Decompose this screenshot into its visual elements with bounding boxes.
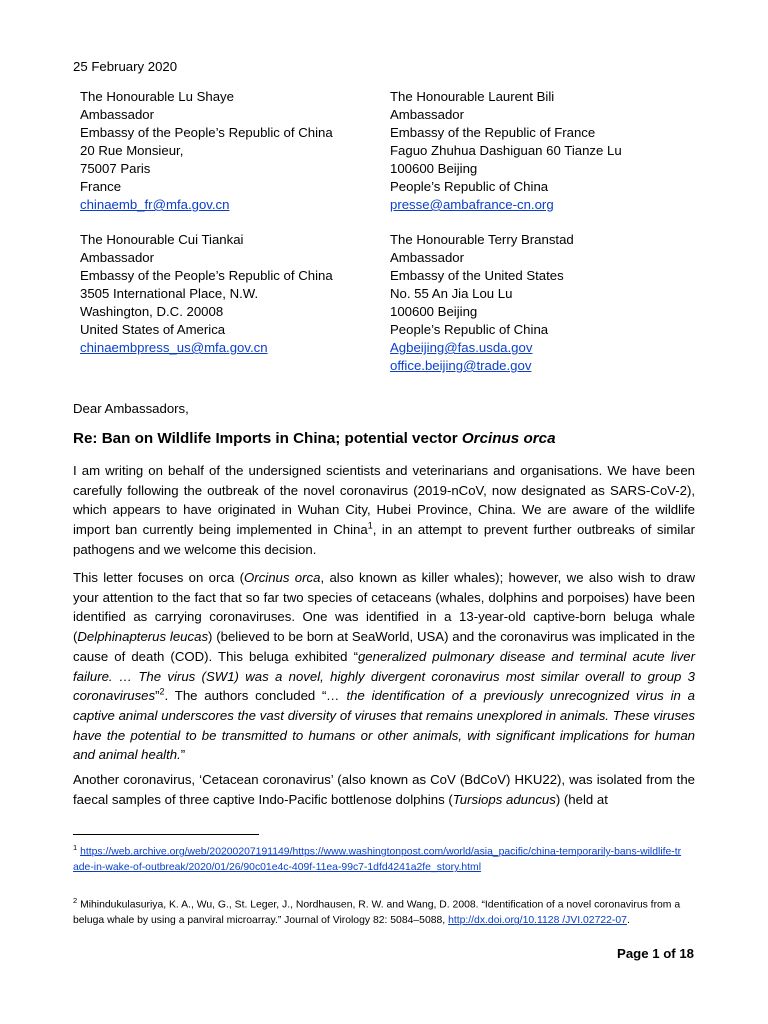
recipient-org: Embassy of the Republic of France	[390, 125, 596, 140]
recipient-address-line: Faguo Zhuhua Dashiguan 60 Tianze Lu	[390, 143, 622, 158]
paragraph-orca-focus: This letter focuses on orca (Orcinus orca, also known as killer whales); however, we also wish to draw your attention to the fact that so far two species of cetaceans (whales, dolphins and porpoises) have been identified as carrying coronaviruses. One was identified in a 13-year-old captive-born beluga whale (Delphinapterus leucas) (believed to be born at SeaWorld, USA) and the coronavirus was implicated in the cause of death (COD). This beluga exhibited “generalized pulmonary disease and terminal acute liver failure. … The virus (SW1) was a novel, highly divergent coronavirus most similar overall to group 3 coronaviruses”$^2$. The authors concluded “… the identification of a previously unrecognized virus in a captive animal underscores the vast diversity of viruses that remains unexplored in animals. These viruses have the potential to be transmitted to humans or other animals, with significant implications for human and animal health.”	[73, 570, 696, 763]
recipient-address-line: 100600 Beijing	[390, 304, 478, 319]
footnote-ref: 1	[367, 520, 373, 531]
recipient-address-line: Washington, D.C. 20008	[80, 304, 224, 319]
recipient-address-line: 3505 International Place, N.W.	[80, 286, 259, 301]
footnote-2-link[interactable]: http://dx.doi.org/10.1128 /JVI.02722-07	[448, 915, 627, 927]
recipient-address-line: People’s Republic of China	[390, 179, 549, 194]
recipient-address-line: 20 Rue Monsieur,	[80, 143, 184, 158]
recipient-address-line: People’s Republic of China	[390, 322, 549, 337]
footnote-1-link[interactable]: https://web.archive.org/web/20200207191149/https://www.washingtonpost.com/world/asia_pacific/china-temporarily-bans-wildlife-trade-in-wake-of-outbreak/2020/01/26/90c01e4c-409f-11ea-99c7-1dfd4241a2fe_story.html	[73, 846, 682, 874]
salutation: Dear Ambassadors,	[73, 401, 189, 416]
recipient-address-line: No. 55 An Jia Lou Lu	[390, 286, 513, 301]
subject-species: Orcinus orca	[461, 430, 556, 447]
recipient-org: Embassy of the People’s Republic of China	[80, 268, 333, 283]
recipient-address-line: 100600 Beijing	[390, 161, 478, 176]
subject-text: Re: Ban on Wildlife Imports in China; potential vector	[73, 430, 462, 447]
recipient-org: Embassy of the United States	[390, 268, 564, 283]
recipient-name: The Honourable Lu Shaye	[80, 89, 234, 104]
recipient-address-line: France	[80, 179, 122, 194]
recipient-title: Ambassador	[390, 107, 465, 122]
recipient-email-link[interactable]: office.beijing@trade.gov	[390, 358, 532, 373]
recipient-email-link[interactable]: presse@ambafrance-cn.org	[390, 197, 554, 212]
footnote-divider	[73, 834, 259, 835]
recipient-block-laurent-bili	[390, 88, 622, 214]
recipient-block-lu-shaye	[80, 88, 333, 214]
recipient-address-line: United States of America	[80, 322, 226, 337]
recipient-org: Embassy of the People’s Republic of China	[80, 125, 333, 140]
letter-date: 25 February 2020	[73, 59, 178, 74]
footnote-1: $^1$ https://web.archive.org/web/20200207191149/https://www.washingtonpost.com/world/asia_pacific/china-temporarily-bans-wildlife-trade-in-wake-of-outbreak/2020/01/26/90c01e4c-409f-11ea-99c7-1dfd4241a2fe_story.html	[73, 843, 682, 874]
recipient-title: Ambassador	[80, 107, 155, 122]
recipient-title: Ambassador	[80, 250, 155, 265]
paragraph-intro: I am writing on behalf of the undersigned scientists and veterinarians and organisations. We have been carefully following the outbreak of the novel coronavirus (2019-nCoV, now designated as SARS-CoV-2), which appears to have originated in Wuhan City, Hubei Province, China. We are aware of the wildlife import ban currently being implemented in China$^1$, in an attempt to prevent further outbreaks of similar pathogens and we welcome this decision.	[73, 463, 695, 557]
recipient-name: The Honourable Terry Branstad	[390, 232, 574, 247]
recipient-email-link[interactable]: Agbeijing@fas.usda.gov	[390, 340, 533, 355]
recipient-name: The Honourable Cui Tiankai	[80, 232, 244, 247]
recipient-name: The Honourable Laurent Bili	[390, 89, 555, 104]
subject-line	[73, 430, 556, 447]
paragraph-cetacean-coronavirus: Another coronavirus, ‘Cetacean coronavirus’ (also known as CoV (BdCoV) HKU22), was isolated from the faecal samples of three captive Indo-Pacific bottlenose dolphins (Tursiops aduncus) (held at	[73, 772, 695, 807]
footnote-ref: 2	[159, 686, 165, 697]
recipient-block-terry-branstad	[390, 231, 574, 375]
recipient-title: Ambassador	[390, 250, 465, 265]
footnote-2: $^2$ Mihindukulasuriya, K. A., Wu, G., St. Leger, J., Nordhausen, R. W. and Wang, D. 2008. “Identification of a novel coronavirus from a beluga whale by using a panviral microarray.” Journal of Virology 82: 5084–5088, http://dx.doi.org/10.1128 /JVI.02722-07.	[73, 896, 681, 927]
recipient-address-line: 75007 Paris	[80, 161, 151, 176]
recipient-block-cui-tiankai	[80, 231, 333, 357]
page-number: Page 1 of 18	[617, 946, 694, 961]
recipient-email-link[interactable]: chinaemb_fr@mfa.gov.cn	[80, 197, 230, 212]
recipient-email-link[interactable]: chinaembpress_us@mfa.gov.cn	[80, 340, 268, 355]
